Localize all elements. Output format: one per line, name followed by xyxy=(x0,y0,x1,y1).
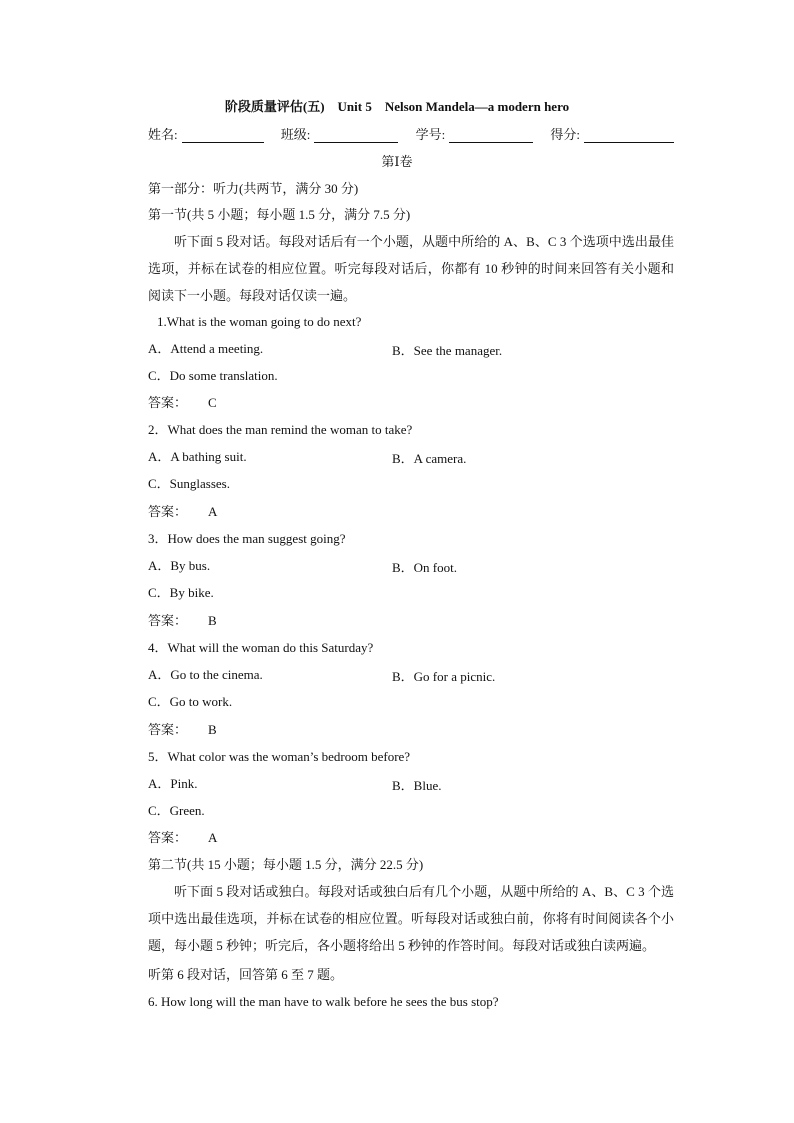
name-blank[interactable] xyxy=(182,128,264,143)
question-3-option-c[interactable]: C．By bike. xyxy=(148,585,214,600)
question-5-stem: 5．What color was the woman’s bedroom before? xyxy=(148,749,411,764)
question-5-option-b[interactable]: B．Blue. xyxy=(392,778,442,793)
question-2-option-b[interactable]: B．A camera. xyxy=(392,451,467,466)
class-blank[interactable] xyxy=(314,128,398,143)
volume-heading: 第Ⅰ卷 xyxy=(381,154,413,169)
answer-label: 答案： xyxy=(148,830,188,845)
answer-value: C xyxy=(208,395,217,410)
page-title: 阶段质量评估(五) Unit 5 Nelson Mandela—a modern hero xyxy=(224,99,570,114)
class-field[interactable] xyxy=(281,124,399,143)
question-1-answer xyxy=(148,394,217,412)
question-5-answer xyxy=(148,829,217,847)
score-blank[interactable] xyxy=(584,128,674,143)
student-info-row xyxy=(148,124,674,143)
name-label: 姓名: xyxy=(148,127,178,142)
question-4-answer xyxy=(148,721,217,739)
question-4-option-c[interactable]: C．Go to work. xyxy=(148,694,233,709)
answer-value: A xyxy=(208,830,218,845)
dialogue-6-heading: 听第 6 段对话，回答第 6 至 7 题。 xyxy=(148,967,344,982)
question-1-option-b[interactable]: B．See the manager. xyxy=(392,343,503,358)
question-4-option-a[interactable]: A．Go to the cinema. xyxy=(148,667,263,682)
number-blank[interactable] xyxy=(449,128,533,143)
section1-instructions: 听下面 5 段对话。每段对话后有一个小题，从题中所给的 A、B、C 3 个选项中选出最佳选项，并标在试卷的相应位置。听完每段对话后，你都有 10 秒钟的时间来回答有关小题和阅读下一小题。每段对话仅读一遍。 xyxy=(148,234,674,303)
class-label: 班级: xyxy=(280,127,311,142)
number-field[interactable] xyxy=(416,124,534,143)
score-label: 得分: xyxy=(550,127,580,142)
answer-value: B xyxy=(208,613,217,628)
answer-label: 答案： xyxy=(148,722,188,737)
answer-value: A xyxy=(208,504,218,519)
question-2-stem: 2．What does the man remind the woman to take? xyxy=(148,422,413,437)
answer-label: 答案： xyxy=(148,395,188,410)
number-label: 学号: xyxy=(415,127,446,142)
score-field[interactable] xyxy=(550,124,674,143)
question-3-stem: 3．How does the man suggest going? xyxy=(148,531,346,546)
question-1-option-c[interactable]: C．Do some translation. xyxy=(148,368,278,383)
question-4-stem: 4．What will the woman do this Saturday? xyxy=(148,640,374,655)
question-3-option-a[interactable]: A．By bus. xyxy=(148,558,211,573)
question-1-stem: 1.What is the woman going to do next? xyxy=(157,314,362,329)
question-3-answer xyxy=(148,612,217,630)
question-6-stem: 6. How long will the man have to walk before he sees the bus stop? xyxy=(148,994,499,1009)
question-1-option-a[interactable]: A．Attend a meeting. xyxy=(148,341,264,356)
question-5-option-a[interactable]: A．Pink. xyxy=(148,776,198,791)
part1-heading: 第一部分：听力(共两节，满分 30 分) xyxy=(148,181,359,196)
question-4-option-b[interactable]: B．Go for a picnic. xyxy=(392,669,496,684)
question-5-option-c[interactable]: C．Green. xyxy=(148,803,205,818)
question-2-option-c[interactable]: C．Sunglasses. xyxy=(148,476,230,491)
answer-value: B xyxy=(208,722,217,737)
section1-heading: 第一节(共 5 小题；每小题 1.5 分，满分 7.5 分) xyxy=(148,207,411,222)
question-3-option-b[interactable]: B．On foot. xyxy=(392,560,458,575)
answer-label: 答案： xyxy=(148,504,188,519)
question-2-answer xyxy=(148,503,217,521)
section2-heading: 第二节(共 15 小题；每小题 1.5 分，满分 22.5 分) xyxy=(148,857,424,872)
question-2-option-a[interactable]: A．A bathing suit. xyxy=(148,449,247,464)
answer-label: 答案： xyxy=(148,613,188,628)
name-field[interactable] xyxy=(148,124,264,143)
section2-instructions: 听下面 5 段对话或独白。每段对话或独白后有几个小题，从题中所给的 A、B、C 3 个选项中选出最佳选项，并标在试卷的相应位置。听每段对话或独白前，你将有时间阅读各个小题，每小题 5 秒钟；听完后，各小题将给出 5 秒钟的作答时间。每段对话或独白读两遍。 xyxy=(148,884,674,953)
